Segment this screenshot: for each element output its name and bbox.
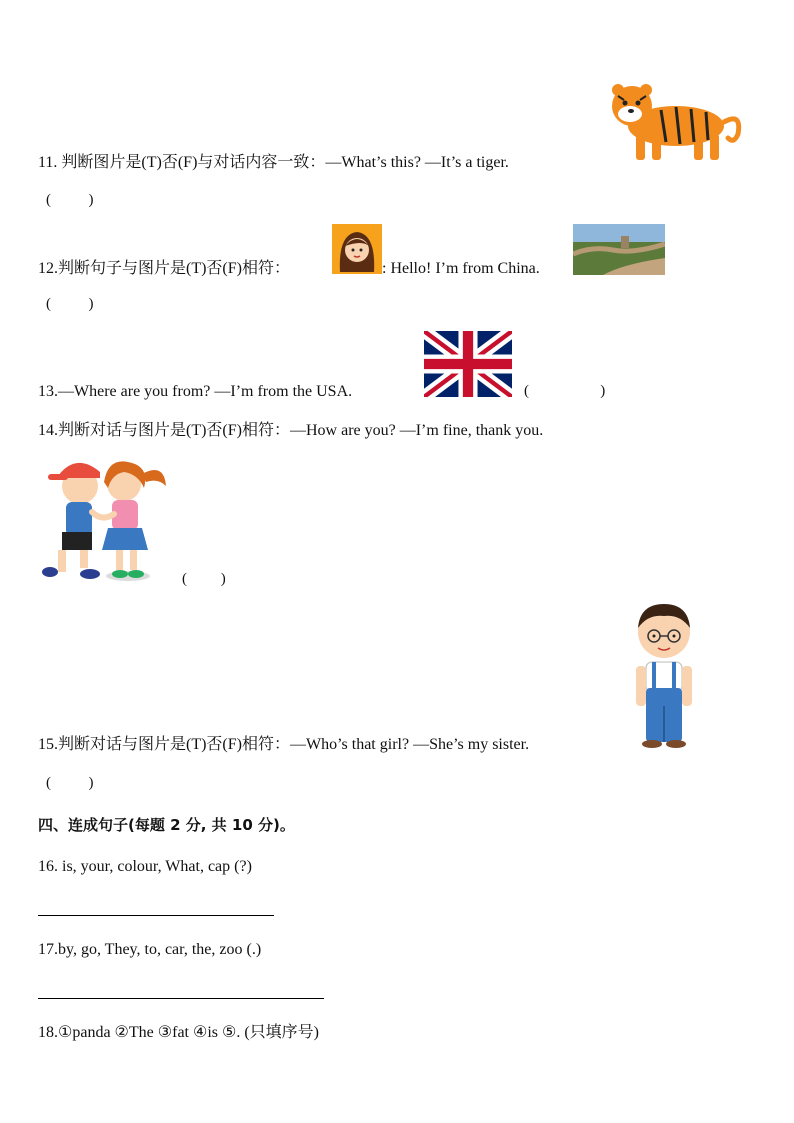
children-greeting-illustration [38, 452, 173, 587]
answer-line-17[interactable] [38, 998, 324, 999]
girl-portrait [332, 224, 382, 274]
answer-blank-12[interactable]: ( ) [46, 296, 94, 312]
question-18: 18.①panda ②The ③fat ④is ⑤. (只填序号) [38, 1024, 320, 1041]
answer-blank-15[interactable]: ( ) [46, 775, 94, 791]
great-wall-photo [573, 224, 665, 275]
answer-line-16[interactable] [38, 915, 274, 916]
answer-blank-11[interactable]: ( ) [46, 192, 94, 208]
question-17: 17.by, go, They, to, car, the, zoo (.) [38, 941, 262, 958]
question-14: 14.判断对话与图片是(T)否(F)相符：—How are you? —I’m fine, thank you. [38, 422, 544, 439]
question-16: 16. is, your, colour, What, cap (?) [38, 858, 252, 875]
boy-illustration [630, 602, 698, 750]
answer-blank-14[interactable]: ( ) [182, 571, 226, 587]
answer-blank-13[interactable]: ( ) [524, 383, 606, 399]
question-12-dialogue: : Hello! I’m from China. [382, 260, 540, 277]
tiger-illustration [606, 82, 746, 166]
question-15: 15.判断对话与图片是(T)否(F)相符：—Who’s that girl? —She’s my sister. [38, 736, 530, 753]
section-4-title: 四、连成句子(每题 2 分, 共 10 分)。 [38, 816, 295, 834]
uk-flag [424, 331, 512, 397]
question-12-text: 12.判断句子与图片是(T)否(F)相符： [38, 260, 290, 277]
question-11: 11. 判断图片是(T)否(F)与对话内容一致：—What’s this? —It’s a tiger. [38, 154, 509, 171]
question-13: 13.—Where are you from? —I’m from the USA. [38, 383, 353, 400]
